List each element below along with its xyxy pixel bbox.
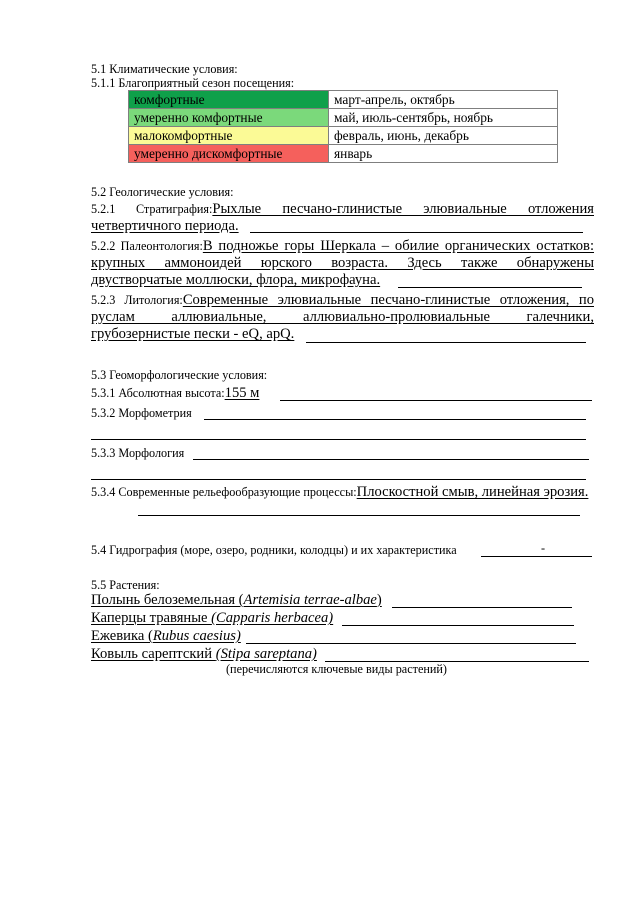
plant-fill-line xyxy=(246,643,576,644)
plant-common-name: Ежевика ( xyxy=(91,628,153,644)
geomorphology-heading: 5.3 Геоморфологические условия: xyxy=(91,368,268,382)
morphometry-input-line[interactable] xyxy=(204,419,586,420)
season-months: март-апрель, октябрь xyxy=(329,91,558,109)
hydrography-label: 5.4 Гидрография (море, озеро, родники, колодцы) и их характеристика xyxy=(91,543,457,557)
season-row xyxy=(129,145,558,163)
processes-fill-line xyxy=(138,515,580,516)
morphology-label: 5.3.3 Морфология xyxy=(91,446,185,460)
processes-label: 5.3.4 Современные рельефообразующие процессы: xyxy=(91,485,357,499)
geology-heading: 5.2 Геологические условия: xyxy=(91,185,234,199)
hydrography-value[interactable]: - xyxy=(541,541,546,555)
season-months: февраль, июнь, декабрь xyxy=(329,127,558,145)
plant-common-name: Полынь белоземельная ( xyxy=(91,592,244,608)
plants-note: (перечисляются ключевые виды растений) xyxy=(226,662,447,676)
plant-common-name: Каперцы травяные xyxy=(91,610,212,626)
season-months: январь xyxy=(329,145,558,163)
plant-close-paren: ) xyxy=(376,592,382,608)
season-category: умеренно комфортные xyxy=(129,109,329,127)
plant-item[interactable] xyxy=(91,628,241,645)
paleontology-field xyxy=(91,238,594,289)
season-row xyxy=(129,91,558,109)
plant-item[interactable] xyxy=(91,646,317,663)
lithology-fill-line xyxy=(306,342,586,343)
plant-item[interactable] xyxy=(91,592,382,609)
processes-field xyxy=(91,484,594,501)
stratigraphy-label: 5.2.1 Стратиграфия: xyxy=(91,202,213,216)
season-row xyxy=(129,109,558,127)
season-months: май, июль-сентябрь, ноябрь xyxy=(329,109,558,127)
stratigraphy-fill-line xyxy=(250,232,583,233)
stratigraphy-field xyxy=(91,201,594,235)
altitude-label: 5.3.1 Абсолютная высота: xyxy=(91,386,225,400)
lithology-label: 5.2.3 Литология: xyxy=(91,293,183,307)
hydrography-input-line[interactable] xyxy=(481,556,592,557)
season-category: умеренно дискомфортные xyxy=(129,145,329,163)
season-heading: 5.1.1 Благоприятный сезон посещения: xyxy=(91,76,295,90)
plant-latin-name: (Stipa sareptana) xyxy=(215,646,317,662)
morphology-input-line[interactable] xyxy=(193,459,589,460)
season-category: комфортные xyxy=(129,91,329,109)
processes-value[interactable]: Плоскостной смыв, линейная эрозия. xyxy=(356,484,589,500)
stratigraphy-value[interactable]: Рыхлые песчано-глинистые элювиальные отложения четвертичного периода. xyxy=(91,201,594,234)
plants-heading: 5.5 Растения: xyxy=(91,578,160,592)
paleontology-fill-line xyxy=(398,287,582,288)
morphology-input-line-2[interactable] xyxy=(91,479,586,480)
season-row xyxy=(129,127,558,145)
plant-latin-name: Rubus caesius) xyxy=(152,628,241,644)
plant-item[interactable] xyxy=(91,610,333,627)
altitude-value[interactable]: 155 м xyxy=(224,385,260,401)
altitude-fill-line xyxy=(280,400,592,401)
climate-heading: 5.1 Климатические условия: xyxy=(91,62,238,76)
paleontology-label: 5.2.2 Палеонтология: xyxy=(91,239,203,253)
morphometry-label: 5.3.2 Морфометрия xyxy=(91,406,192,420)
plant-latin-name: (Capparis herbacea) xyxy=(211,610,334,626)
altitude-field xyxy=(91,386,259,400)
plant-fill-line xyxy=(342,625,574,626)
season-table xyxy=(128,90,558,163)
hydrography-field xyxy=(91,543,457,557)
season-category: малокомфортные xyxy=(129,127,329,145)
plant-fill-line xyxy=(392,607,572,608)
plant-latin-name: Artemisia terrae-albae xyxy=(243,592,377,608)
morphometry-input-line-2[interactable] xyxy=(91,439,586,440)
lithology-field xyxy=(91,292,594,343)
paleontology-value[interactable]: В подножье горы Шеркала – обилие органических остатков: крупных аммоноидей юрского возраста. Здесь также обнаружены двустворчатые моллюски, флора, микрофауна. xyxy=(91,238,594,288)
lithology-value[interactable]: Современные элювиальные песчано-глинистые отложения, по руслам аллювиальные, аллювиально-пролювиальные галечники, грубозернистые пески - eQ, apQ. xyxy=(91,292,594,342)
plant-common-name: Ковыль сарептский xyxy=(91,646,216,662)
